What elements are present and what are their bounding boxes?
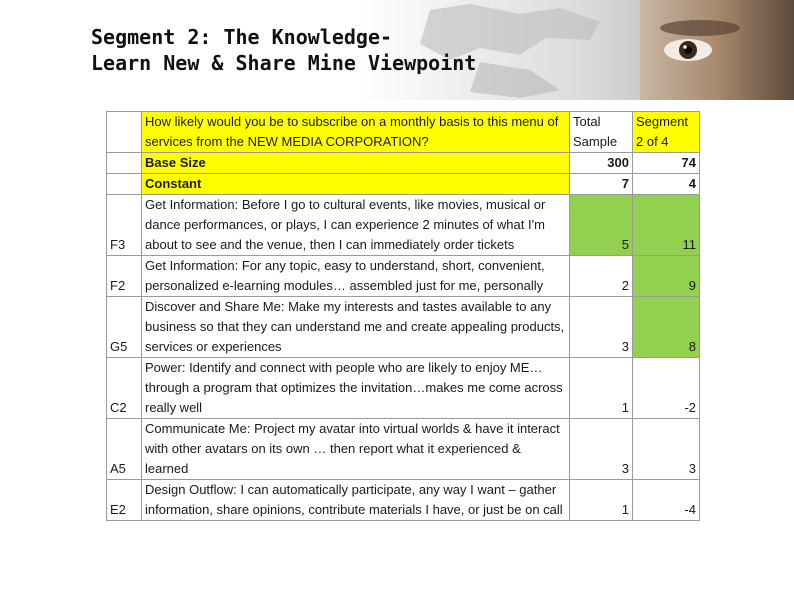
row-total: 5	[570, 195, 633, 256]
row-description: Get Information: Before I go to cultural events, like movies, musical or dance performances, or plays, I can experience 2 minutes of what I'm about to see and the venue, then I can immediately order tickets	[142, 195, 570, 256]
base-size-total: 300	[570, 153, 633, 174]
row-total: 2	[570, 256, 633, 297]
table-row	[107, 358, 700, 419]
row-segment: -4	[633, 480, 700, 521]
row-description: Communicate Me: Project my avatar into virtual worlds & have it interact with other avatars on its own … then report what it experienced & learned	[142, 419, 570, 480]
slide-title	[91, 24, 476, 76]
row-segment: 11	[633, 195, 700, 256]
row-total: 1	[570, 358, 633, 419]
row-segment: 8	[633, 297, 700, 358]
row-code: G5	[107, 297, 142, 358]
row-segment: -2	[633, 358, 700, 419]
row-code: F2	[107, 256, 142, 297]
code-header-cell	[107, 112, 142, 153]
row-total: 1	[570, 480, 633, 521]
table-row	[107, 480, 700, 521]
row-code: E2	[107, 480, 142, 521]
constant-row	[107, 174, 700, 195]
row-description: Power: Identify and connect with people who are likely to enjoy ME… through a program that optimizes the invitation…makes me come across really well	[142, 358, 570, 419]
row-segment: 3	[633, 419, 700, 480]
base-size-label: Base Size	[142, 153, 570, 174]
question-header: How likely would you be to subscribe on a monthly basis to this menu of services from the NEW MEDIA CORPORATION?	[142, 112, 570, 153]
base-size-code-cell	[107, 153, 142, 174]
table-row	[107, 297, 700, 358]
row-description: Discover and Share Me: Make my interests and tastes available to any business so that they can understand me and create appealing products, services or experiences	[142, 297, 570, 358]
row-code: A5	[107, 419, 142, 480]
constant-label: Constant	[142, 174, 570, 195]
row-description: Design Outflow: I can automatically participate, any way I want – gather information, share opinions, contribute materials I have, or just be on call	[142, 480, 570, 521]
header-row	[107, 112, 700, 153]
segment-header: Segment 2 of 4	[633, 112, 700, 153]
base-size-segment: 74	[633, 153, 700, 174]
row-description: Get Information: For any topic, easy to understand, short, convenient, personalized e-learning modules… assembled just for me, personally	[142, 256, 570, 297]
table-row	[107, 256, 700, 297]
constant-total: 7	[570, 174, 633, 195]
row-code: C2	[107, 358, 142, 419]
slide-title-line-1: Segment 2: The Knowledge-	[91, 25, 393, 49]
table-row	[107, 419, 700, 480]
constant-code-cell	[107, 174, 142, 195]
base-size-row	[107, 153, 700, 174]
constant-segment: 4	[633, 174, 700, 195]
row-total: 3	[570, 419, 633, 480]
total-sample-header: Total Sample	[570, 112, 633, 153]
subscription-table	[106, 111, 700, 521]
row-code: F3	[107, 195, 142, 256]
slide-title-line-2: Learn New & Share Mine Viewpoint	[91, 51, 477, 75]
table-row	[107, 195, 700, 256]
row-total: 3	[570, 297, 633, 358]
row-segment: 9	[633, 256, 700, 297]
